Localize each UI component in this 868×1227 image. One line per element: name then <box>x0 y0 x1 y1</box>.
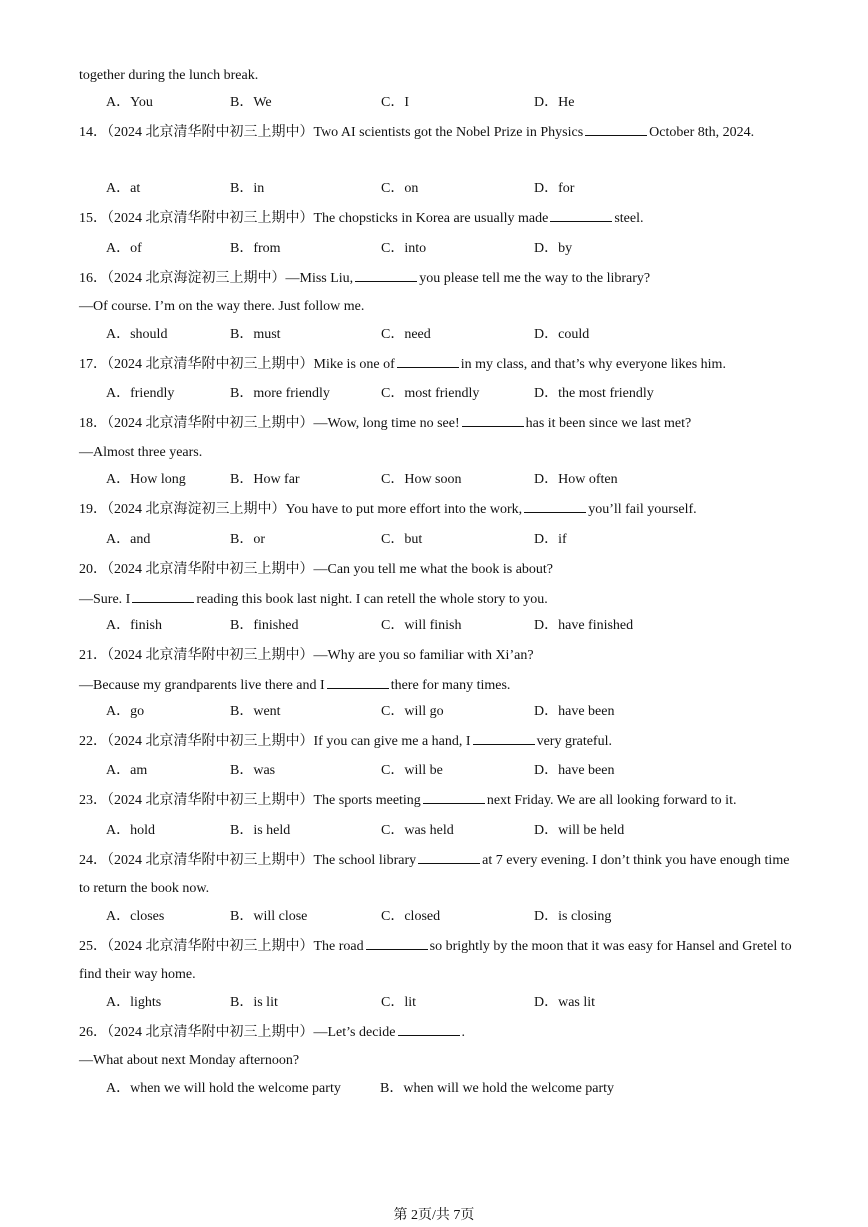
option-b[interactable]: B．went <box>230 704 281 719</box>
question-21-stem: 21．（2024 北京清华附中初三上期中）—Why are you so familiar with Xi’an? <box>79 648 534 663</box>
option-c[interactable]: C．lit <box>381 995 417 1010</box>
option-a[interactable]: A．closes <box>106 909 165 924</box>
option-b[interactable]: B．is held <box>230 823 291 838</box>
question-21-reply: —Because my grandparents live there and I there for many times. <box>79 675 510 696</box>
answer-blank[interactable] <box>327 675 389 689</box>
question-22-stem: 22．（2024 北京清华附中初三上期中）If you can give me a hand, I very grateful. <box>79 728 795 756</box>
question-26-reply: —What about next Monday afternoon? <box>79 1053 300 1068</box>
question-26-options <box>106 1079 826 1099</box>
question-13-options <box>106 93 826 113</box>
answer-blank[interactable] <box>423 790 485 804</box>
option-b[interactable]: B．We <box>230 95 272 110</box>
question-18-stem: 18．（2024 北京清华附中初三上期中）—Wow, long time no see! has it been since we last met? <box>79 410 795 438</box>
option-a[interactable]: A．when we will hold the welcome party <box>106 1081 341 1096</box>
answer-blank[interactable] <box>398 1022 460 1036</box>
option-a[interactable]: A．of <box>106 241 142 256</box>
question-19-stem: 19．（2024 北京海淀初三上期中）You have to put more effort into the work, you’ll fail yourself. <box>79 496 795 524</box>
option-d[interactable]: D．have been <box>534 763 615 778</box>
option-d[interactable]: D．for <box>534 181 575 196</box>
option-a[interactable]: A．You <box>106 95 153 110</box>
option-d[interactable]: D．He <box>534 95 575 110</box>
option-a[interactable]: A．go <box>106 704 145 719</box>
question-17-stem: 17．（2024 北京清华附中初三上期中）Mike is one of in my class, and that’s why everyone likes him. <box>79 351 795 379</box>
option-b[interactable]: B．was <box>230 763 276 778</box>
option-d[interactable]: D．is closing <box>534 909 612 924</box>
question-18-reply: —Almost three years. <box>79 445 203 460</box>
question-24-stem: 24．（2024 北京清华附中初三上期中）The school library at 7 every evening. I don’t think you have enough time to return the book now. <box>79 847 795 903</box>
option-b[interactable]: B．or <box>230 532 265 547</box>
option-b[interactable]: B．How far <box>230 472 300 487</box>
option-a[interactable]: A．friendly <box>106 386 175 401</box>
question-13-fragment: together during the lunch break. <box>79 68 259 83</box>
option-a[interactable]: A．lights <box>106 995 162 1010</box>
question-15-options <box>106 239 826 259</box>
option-c[interactable]: C．will be <box>381 763 443 778</box>
question-20-stem: 20．（2024 北京清华附中初三上期中）—Can you tell me what the book is about? <box>79 562 554 577</box>
option-c[interactable]: C．but <box>381 532 423 547</box>
question-16-options <box>106 325 826 345</box>
question-26-stem: 26．（2024 北京清华附中初三上期中）—Let’s decide . <box>79 1019 795 1047</box>
option-b[interactable]: B．from <box>230 241 281 256</box>
option-b[interactable]: B．finished <box>230 618 299 633</box>
option-a[interactable]: A．am <box>106 763 148 778</box>
answer-blank[interactable] <box>132 589 194 603</box>
option-c[interactable]: C．need <box>381 327 431 342</box>
option-a[interactable]: A．hold <box>106 823 155 838</box>
option-c[interactable]: C．closed <box>381 909 441 924</box>
option-a[interactable]: A．at <box>106 181 141 196</box>
option-a[interactable]: A．should <box>106 327 168 342</box>
option-a[interactable]: A．finish <box>106 618 162 633</box>
question-24-options <box>106 907 826 927</box>
answer-blank[interactable] <box>473 731 535 745</box>
option-d[interactable]: D．could <box>534 327 590 342</box>
question-14-stem: 14．（2024 北京清华附中初三上期中）Two AI scientists got the Nobel Prize in Physics October 8th, 2024. <box>79 119 795 147</box>
question-20-options <box>106 616 826 636</box>
answer-blank[interactable] <box>462 413 524 427</box>
option-b[interactable]: B．more friendly <box>230 386 330 401</box>
option-d[interactable]: D．have finished <box>534 618 634 633</box>
option-c[interactable]: C．will go <box>381 704 444 719</box>
page-number-footer: 第 2页/共 7页 <box>393 1208 475 1223</box>
question-22-options <box>106 761 826 781</box>
option-b[interactable]: B．will close <box>230 909 308 924</box>
answer-blank[interactable] <box>355 268 417 282</box>
question-14-options <box>106 179 826 199</box>
answer-blank[interactable] <box>418 850 480 864</box>
option-d[interactable]: D．the most friendly <box>534 386 654 401</box>
option-c[interactable]: C．into <box>381 241 427 256</box>
answer-blank[interactable] <box>550 208 612 222</box>
option-c[interactable]: C．How soon <box>381 472 462 487</box>
option-b[interactable]: B．is lit <box>230 995 278 1010</box>
answer-blank[interactable] <box>397 354 459 368</box>
option-c[interactable]: C．was held <box>381 823 454 838</box>
question-25-stem: 25．（2024 北京清华附中初三上期中）The road so brightly by the moon that it was easy for Hansel and Gretel to find their way home. <box>79 933 795 989</box>
option-b[interactable]: B．must <box>230 327 281 342</box>
question-18-options <box>106 470 826 490</box>
option-d[interactable]: D．How often <box>534 472 618 487</box>
option-b[interactable]: B．when will we hold the welcome party <box>380 1081 615 1096</box>
question-17-options <box>106 384 826 404</box>
answer-blank[interactable] <box>585 122 647 136</box>
option-a[interactable]: A．and <box>106 532 151 547</box>
option-d[interactable]: D．will be held <box>534 823 625 838</box>
option-d[interactable]: D．was lit <box>534 995 596 1010</box>
answer-blank[interactable] <box>524 499 586 513</box>
answer-blank[interactable] <box>366 936 428 950</box>
option-c[interactable]: C．most friendly <box>381 386 480 401</box>
option-c[interactable]: C．will finish <box>381 618 462 633</box>
option-c[interactable]: C．on <box>381 181 419 196</box>
question-16-stem: 16．（2024 北京海淀初三上期中）—Miss Liu, you please tell me the way to the library? <box>79 265 795 293</box>
option-d[interactable]: D．by <box>534 241 573 256</box>
option-c[interactable]: C．I <box>381 95 409 110</box>
question-21-options <box>106 702 826 722</box>
question-16-reply: —Of course. I’m on the way there. Just follow me. <box>79 299 365 314</box>
option-b[interactable]: B．in <box>230 181 265 196</box>
question-15-stem: 15．（2024 北京清华附中初三上期中）The chopsticks in Korea are usually made steel. <box>79 205 795 233</box>
question-19-options <box>106 530 826 550</box>
option-a[interactable]: A．How long <box>106 472 186 487</box>
option-d[interactable]: D．if <box>534 532 567 547</box>
question-20-reply: —Sure. I reading this book last night. I can retell the whole story to you. <box>79 589 548 610</box>
question-25-options <box>106 993 826 1013</box>
question-23-options <box>106 821 826 841</box>
option-d[interactable]: D．have been <box>534 704 615 719</box>
question-23-stem: 23．（2024 北京清华附中初三上期中）The sports meeting next Friday. We are all looking forward to it. <box>79 787 795 815</box>
